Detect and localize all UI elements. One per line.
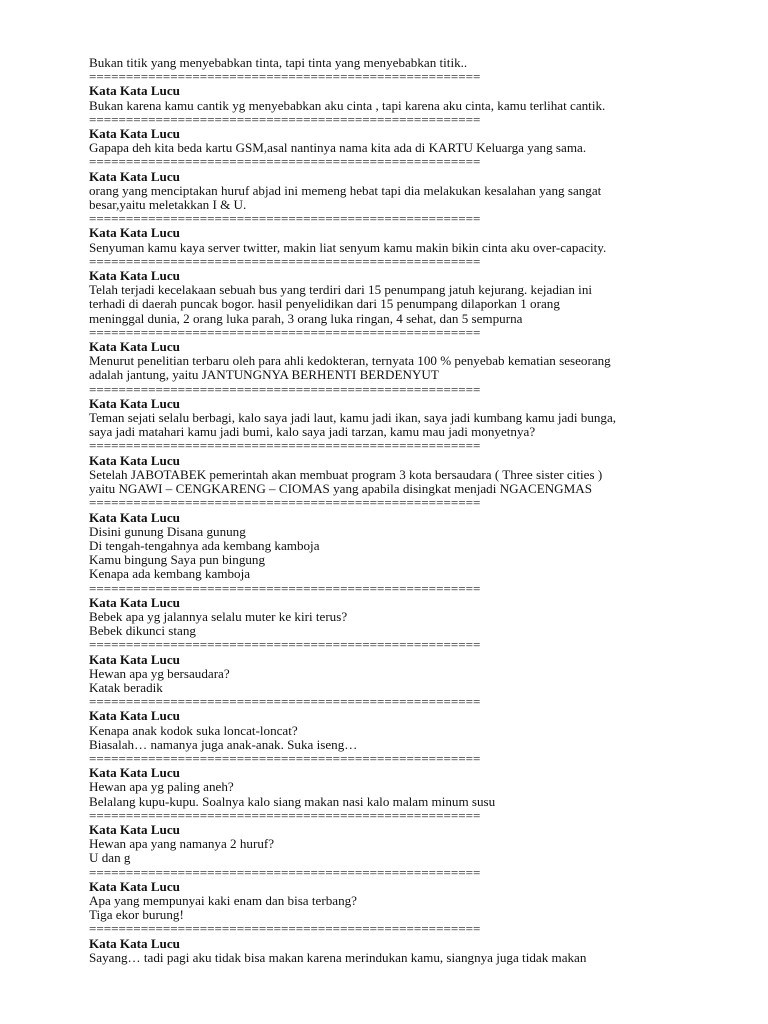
separator-line: ===================================================== <box>89 637 481 653</box>
entry-text-line: Apa yang mempunyai kaki enam dan bisa terbang? <box>89 892 357 908</box>
entry-text-line: Menurut penelitian terbaru oleh para ahli kedokteran, ternyata 100 % penyebab kematian seseorang <box>89 353 611 369</box>
entry-text-line: Tiga ekor burung! <box>89 907 184 923</box>
separator-line: ===================================================== <box>89 921 481 937</box>
separator-line: ===================================================== <box>89 253 481 269</box>
entry-text-line: Di tengah-tengahnya ada kembang kamboja <box>89 537 320 553</box>
separator-line: ===================================================== <box>89 154 481 170</box>
entry-text-line: saya jadi matahari kamu jadi bumi, kalo saya jadi tarzan, kamu mau jadi monyetnya? <box>89 424 536 440</box>
entry-text-line: Hewan apa yang namanya 2 huruf? <box>89 836 275 852</box>
entry-text-line: Gapapa deh kita beda kartu GSM,asal nantinya nama kita ada di KARTU Keluarga yang sama. <box>89 140 587 156</box>
entry-text-line: Kenapa anak kodok suka loncat-loncat? <box>89 722 298 738</box>
entry-heading: Kata Kata Lucu <box>89 651 180 667</box>
entry-text-line: Disini gunung Disana gunung <box>89 523 246 539</box>
entry-heading: Kata Kata Lucu <box>89 268 180 284</box>
separator-line: ===================================================== <box>89 381 481 397</box>
entry-heading: Kata Kata Lucu <box>89 168 180 184</box>
separator-line: ===================================================== <box>89 438 481 454</box>
entry-text-line: Hewan apa yg paling aneh? <box>89 779 234 795</box>
entry-heading: Kata Kata Lucu <box>89 126 180 142</box>
entry-text-line: Setelah JABOTABEK pemerintah akan membuat program 3 kota bersaudara ( Three sister cities ) <box>89 466 603 482</box>
entry-heading: Kata Kata Lucu <box>89 878 180 894</box>
separator-line: ===================================================== <box>89 580 481 596</box>
entry-text-line: Bebek apa yg jalannya selalu muter ke kiri terus? <box>89 608 348 624</box>
entry-text-line: Kamu bingung Saya pun bingung <box>89 552 266 568</box>
separator-line: ===================================================== <box>89 111 481 127</box>
entry-text-line: adalah jantung, yaitu JANTUNGNYA BERHENTI BERDENYUT <box>89 367 439 383</box>
separator-line: ===================================================== <box>89 324 481 340</box>
entry-text-line: Kenapa ada kembang kamboja <box>89 566 251 582</box>
entry-text-line: Sayang… tadi pagi aku tidak bisa makan karena merindukan kamu, siangnya juga tidak makan <box>89 949 587 965</box>
separator-line: ===================================================== <box>89 495 481 511</box>
entry-heading: Kata Kata Lucu <box>89 765 180 781</box>
entry-text-line: Bukan karena kamu cantik yg menyebabkan aku cinta , tapi karena aku cinta, kamu terlihat cantik. <box>89 97 606 113</box>
entry-text-line: yaitu NGAWI – CENGKARENG – CIOMAS yang apabila disingkat menjadi NGACENGMAS <box>89 481 593 497</box>
separator-line: ===================================================== <box>89 750 481 766</box>
entry-heading: Kata Kata Lucu <box>89 225 180 241</box>
entry-heading: Kata Kata Lucu <box>89 708 180 724</box>
document-page <box>89 56 729 965</box>
entry-text-line: Teman sejati selalu berbagi, kalo saya jadi laut, kamu jadi ikan, saya jadi kumbang kamu jadi bunga, <box>89 410 617 426</box>
separator-line: ===================================================== <box>89 694 481 710</box>
entry-text-line: Hewan apa yg bersaudara? <box>89 665 230 681</box>
separator-line: ===================================================== <box>89 807 481 823</box>
entry-heading: Kata Kata Lucu <box>89 821 180 837</box>
separator-line: ===================================================== <box>89 864 481 880</box>
entry-text-line: terhadi di daerah puncak bogor. hasil penyelidikan dari 15 penumpang dilaporkan 1 orang <box>89 296 560 312</box>
entry-heading: Kata Kata Lucu <box>89 395 180 411</box>
entry-heading: Kata Kata Lucu <box>89 935 180 951</box>
entry-text-line: orang yang menciptakan huruf abjad ini memeng hebat tapi dia melakukan kesalahan yang sangat <box>89 182 602 198</box>
intro-text: Bukan titik yang menyebabkan tinta, tapi tinta yang menyebabkan titik.. <box>89 55 468 70</box>
entry-text-line: besar,yaitu meletakkan I & U. <box>89 197 247 213</box>
entry-text-line: Bebek dikunci stang <box>89 623 196 639</box>
entry-heading: Kata Kata Lucu <box>89 452 180 468</box>
entry-text-line: Telah terjadi kecelakaan sebuah bus yang terdiri dari 15 penumpang jatuh kejurang. kejadian ini <box>89 282 593 298</box>
entry-heading: Kata Kata Lucu <box>89 594 180 610</box>
entry-heading: Kata Kata Lucu <box>89 339 180 355</box>
entry-text-line: U dan g <box>89 850 131 866</box>
entry-heading: Kata Kata Lucu <box>89 83 180 99</box>
separator-line: ===================================================== <box>89 69 481 85</box>
separator-line: ===================================================== <box>89 211 481 227</box>
entry-text-line: meninggal dunia, 2 orang luka parah, 3 orang luka ringan, 4 sehat, dan 5 sempurna <box>89 310 523 326</box>
entry-text-line: Katak beradik <box>89 679 163 695</box>
entry-heading: Kata Kata Lucu <box>89 509 180 525</box>
entry-text-line: Belalang kupu-kupu. Soalnya kalo siang makan nasi kalo malam minum susu <box>89 793 496 809</box>
entry-text-line: Biasalah… namanya juga anak-anak. Suka iseng… <box>89 736 358 752</box>
entry-text-line: Senyuman kamu kaya server twitter, makin liat senyum kamu makin bikin cinta aku over-capacity. <box>89 239 607 255</box>
